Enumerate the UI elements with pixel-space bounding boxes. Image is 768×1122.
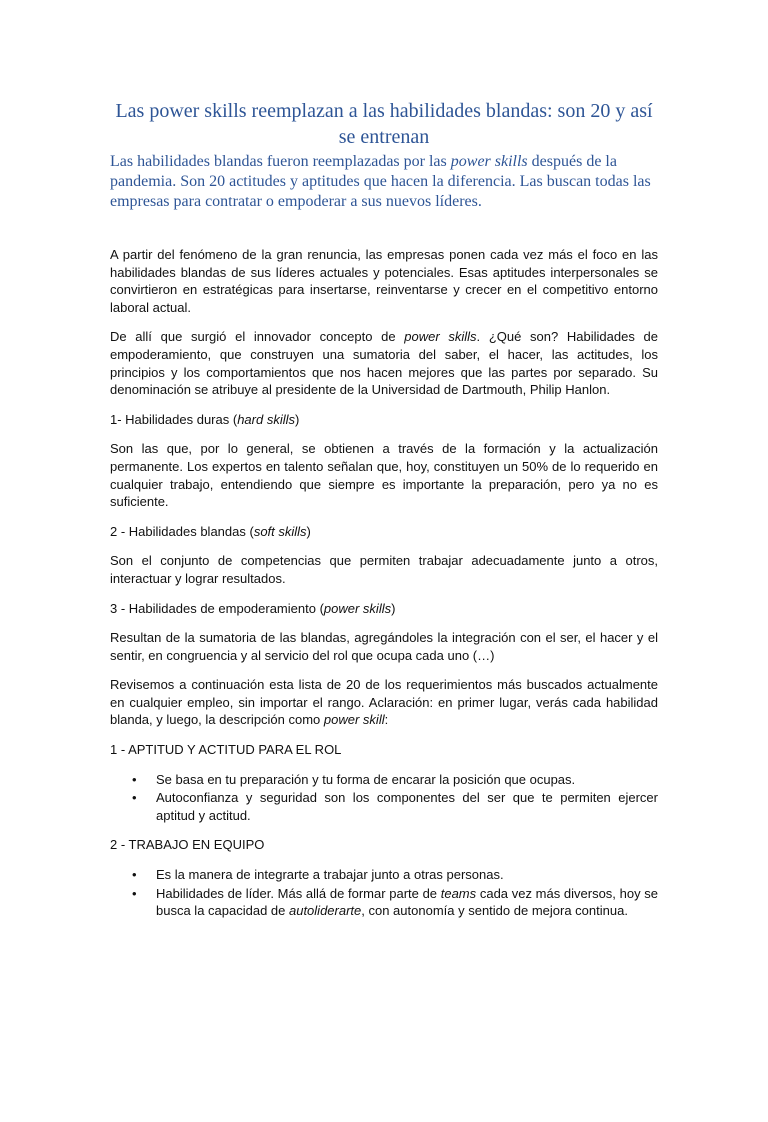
- section-heading-aptitud: 1 - APTITUD Y ACTITUD PARA EL ROL: [110, 742, 342, 758]
- paragraph-concept: [110, 328, 658, 398]
- bullet-list-trabajo-equipo: [110, 866, 658, 920]
- heading-emphasis: power skills: [323, 600, 392, 616]
- list-item-emphasis: teams: [440, 885, 477, 901]
- heading-emphasis: soft skills: [253, 523, 307, 539]
- article-subtitle: [110, 152, 658, 212]
- list-item-text: Se basa en tu preparación y tu forma de encarar la posición que ocupas.: [156, 771, 576, 787]
- list-item-text: Autoconfianza y seguridad son los componentes del ser que te permiten ejercer aptitud y actitud.: [156, 790, 658, 823]
- paragraph-soft-skills: Son el conjunto de competencias que permiten trabajar adecuadamente junto a otros, interactuar y lograr resultados.: [110, 553, 658, 586]
- heading-power-skills: [110, 600, 658, 618]
- document-page: [0, 98, 768, 1122]
- paragraph-list-intro: [110, 676, 658, 729]
- heading-soft-skills: [110, 523, 658, 541]
- heading-emphasis: hard skills: [237, 411, 295, 427]
- list-item: [110, 885, 658, 920]
- paragraph-hard-skills: Son las que, por lo general, se obtienen a través de la formación y la actualización permanente. Los expertos en talento señalan que, hoy, constituyen un 50% de lo requerido en cualquier trabajo, entendiendo que siempre es importante la preparación, pero ya no es suficiente.: [110, 441, 658, 510]
- list-item-text: Habilidades de líder. Más allá de formar parte de: [156, 885, 441, 901]
- heading-text: 3 - Habilidades de empoderamiento (: [110, 600, 324, 616]
- article-body: [110, 246, 658, 920]
- list-item-text-end: , con autonomía y sentido de mejora continua.: [361, 903, 628, 919]
- paragraph-intro: A partir del fenómeno de la gran renuncia, las empresas ponen cada vez más el foco en las habilidades blandas de sus líderes actuales y potenciales. Esas aptitudes interpersonales se convirtieron en estratégicas para insertarse, reinventarse y crecer en el competitivo entorno laboral actual.: [110, 247, 658, 315]
- article-title: Las power skills reemplazan a las habilidades blandas: son 20 y así se entrenan: [115, 100, 653, 148]
- heading-text-end: ): [306, 523, 311, 539]
- paragraph-text: Revisemos a continuación esta lista de 20 de los requerimientos más buscados actualmente en cualquier empleo, sin importar el rango. Aclaración: en primer lugar, verás cada habilidad blanda, y luego, la descripción como: [110, 677, 658, 728]
- heading-hard-skills: [110, 411, 658, 429]
- bullet-icon: •: [132, 790, 137, 806]
- paragraph-emphasis: power skill: [323, 712, 385, 728]
- paragraph-text: De allí que surgió el innovador concepto de: [110, 329, 405, 345]
- bullet-icon: •: [132, 771, 137, 787]
- paragraph-emphasis: power skills: [404, 329, 477, 345]
- heading-text: 2 - Habilidades blandas (: [110, 523, 254, 539]
- subtitle-text: Las habilidades blandas fueron reemplazadas por las: [110, 153, 451, 170]
- heading-text-end: ): [391, 600, 396, 616]
- list-item-text: cada vez más diversos, hoy se busca la capacidad de: [156, 885, 658, 919]
- list-item: [110, 866, 658, 884]
- list-item-text: Es la manera de integrarte a trabajar junto a otras personas.: [156, 867, 504, 883]
- heading-text-end: ): [294, 411, 300, 427]
- bullet-icon: •: [132, 885, 137, 901]
- subtitle-text-end: después de la pandemia. Son 20 actitudes y aptitudes que hacen la diferencia. Las buscan todas las empresas para contratar o empoderar a sus nuevos líderes.: [110, 153, 651, 210]
- paragraph-text-end: . ¿Qué son? Habilidades de empoderamiento, que construyen una sumatoria del saber, el hacer, las actitudes, los principios y los comportamientos que nos hacen mejores que las partes por separado. Su denominación se atribuye al presidente de la Universidad de Dartmouth, Philip Hanlon.: [110, 329, 659, 398]
- bullet-list-aptitud: [110, 771, 658, 825]
- paragraph-power-skills: Resultan de la sumatoria de las blandas, agregándoles la integración con el ser, el hacer y el sentir, en congruencia y al servicio del rol que ocupa cada uno (…): [110, 630, 658, 663]
- list-item-emphasis: autoliderarte: [288, 903, 362, 919]
- list-item: [110, 789, 658, 824]
- bullet-icon: •: [132, 867, 137, 883]
- subtitle-emphasis: power skills: [450, 153, 528, 170]
- heading-text: 1- Habilidades duras (: [110, 411, 238, 427]
- paragraph-text-end: :: [384, 712, 389, 728]
- section-heading-trabajo-equipo: 2 - TRABAJO EN EQUIPO: [110, 837, 265, 853]
- list-item: [110, 771, 658, 789]
